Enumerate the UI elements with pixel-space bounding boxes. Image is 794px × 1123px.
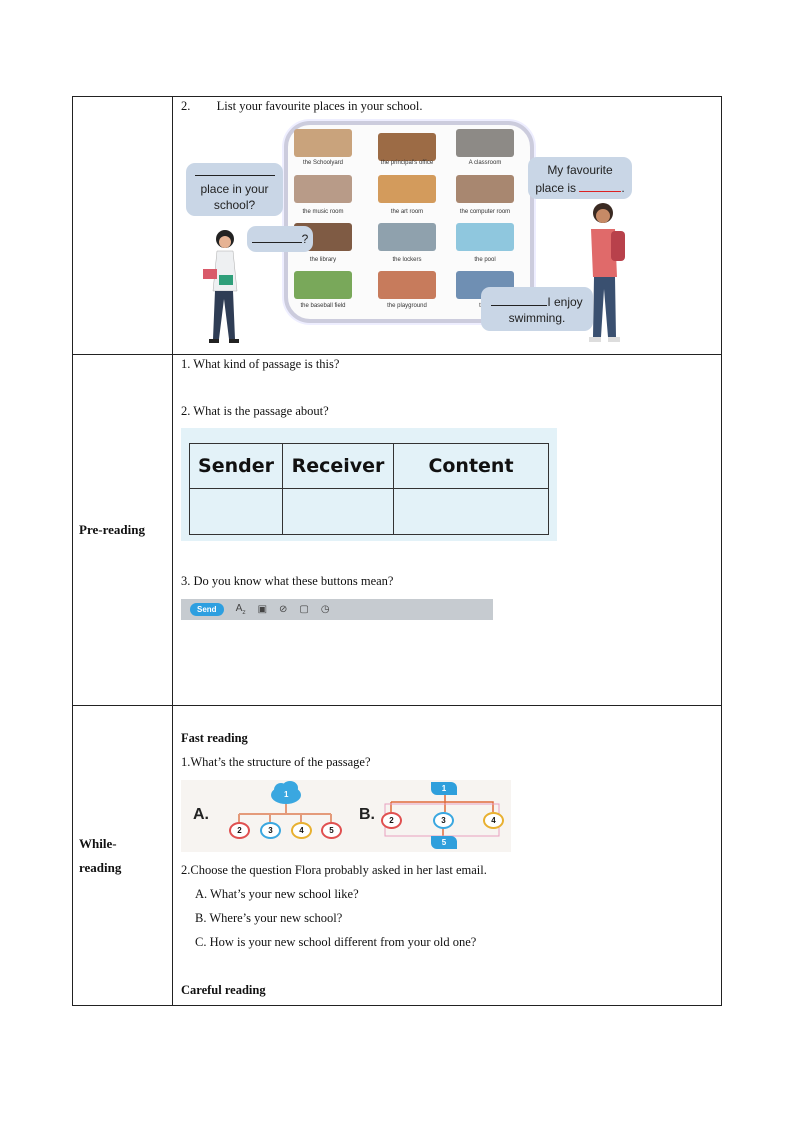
schoolyard-scene [294, 129, 352, 157]
while-reading-content [173, 706, 722, 1006]
place-label: the music room [302, 209, 344, 215]
question-mark: ? [301, 232, 309, 246]
email-toolbar-image [181, 599, 493, 620]
answer-line-2: swimming. [508, 311, 566, 325]
answer-line-1: My favourite [547, 163, 613, 177]
place-label: the library [309, 257, 337, 263]
pre-reading-content [173, 355, 722, 706]
diagram-b-node-5: 5 [431, 836, 457, 849]
cloud-icon [269, 780, 303, 806]
receiver-cell [283, 489, 394, 535]
diagram-connectors [181, 780, 511, 852]
answer-blank [195, 172, 275, 176]
pre-reading-question-3: 3. Do you know what these buttons mean? [181, 574, 394, 588]
place-label: the Schoolyard [302, 160, 344, 166]
row-label-empty [73, 97, 173, 355]
question-bubble-left [186, 163, 283, 216]
diagram-b-node-3: 3 [433, 812, 454, 829]
fast-reading-question-1: 1.What’s the structure of the passage? [181, 755, 371, 769]
clock-icon: ◷ [320, 604, 330, 615]
music-room-scene [294, 175, 352, 203]
content-cell [394, 489, 549, 535]
warmup-content [173, 97, 722, 355]
diagram-a-node-3: 3 [260, 822, 281, 839]
baseball-field-scene [294, 271, 352, 299]
text-format-icon: $A_z$ [235, 603, 246, 616]
question-bubble-small [247, 226, 313, 252]
diagram-a-letter: A. [193, 806, 209, 823]
fast-reading-question-2: 2.Choose the question Flora probably asked in her last email. [181, 863, 487, 877]
place-label: the computer room [459, 209, 511, 215]
student-girl-figure [191, 229, 251, 347]
principals-office-scene [378, 133, 436, 161]
answer-bubble-bottom [481, 287, 593, 331]
lesson-table [72, 96, 722, 1006]
diagram-a-node-5: 5 [321, 822, 342, 839]
art-room-scene [378, 175, 436, 203]
diagram-a-node-1: 1 [284, 790, 289, 799]
diagram-b-node-4: 4 [483, 812, 504, 829]
header-receiver: Receiver [283, 444, 394, 489]
place-label: the art room [390, 209, 424, 215]
row-pre-reading [73, 355, 722, 706]
while-reading-label-line1: While- [79, 835, 117, 851]
diagram-b-node-2: 2 [381, 812, 402, 829]
question-text: place in your school? [200, 182, 269, 212]
sender-cell [190, 489, 283, 535]
option-a: A. What’s your new school like? [195, 887, 359, 901]
instruction-number: 2. [181, 99, 191, 113]
place-label: A classroom [468, 160, 502, 166]
school-places-illustration [181, 119, 635, 348]
option-b: B. Where’s your new school? [195, 911, 343, 925]
answer-bubble-top [528, 157, 632, 199]
send-button: Send [190, 603, 224, 616]
answer-line-1: I enjoy [547, 295, 583, 309]
sender-receiver-table [189, 443, 549, 535]
place-label: the principal's office [380, 160, 434, 166]
answer-period: . [621, 181, 625, 195]
header-sender: Sender [190, 444, 283, 489]
option-c: C. How is your new school different from your old one? [195, 935, 477, 949]
section-label-while-reading [73, 706, 173, 1006]
place-label: the pool [474, 257, 496, 263]
answer-blank-red [579, 179, 621, 192]
instruction-text: List your favourite places in your school. [216, 99, 423, 113]
place-label: the lockers [392, 257, 422, 263]
pre-reading-question-1: 1. What kind of passage is this? [181, 357, 340, 371]
attachment-icon: ⊘ [279, 604, 288, 615]
section-label-pre-reading: Pre-reading [73, 355, 173, 706]
computer-room-scene [456, 175, 514, 203]
place-label: the baseball field [300, 303, 346, 309]
careful-reading-heading: Careful reading [181, 983, 266, 997]
classroom-scene [456, 129, 514, 157]
answer-blank [252, 228, 302, 243]
diagram-a-node-4: 4 [291, 822, 312, 839]
diagram-b-node-1: 1 [431, 782, 457, 795]
document-icon: ▢ [299, 604, 309, 615]
place-label: the playground [387, 303, 427, 309]
while-reading-label-line2: reading [79, 859, 122, 875]
lockers-scene [378, 223, 436, 251]
sender-receiver-table-image [181, 428, 557, 541]
pool-scene [456, 223, 514, 251]
structure-diagram-image [181, 780, 511, 852]
row-while-reading [73, 706, 722, 1006]
image-icon: ▣ [257, 604, 268, 615]
answer-line-2: place is [535, 181, 576, 195]
diagram-a-node-2: 2 [229, 822, 250, 839]
playground-scene [378, 271, 436, 299]
diagram-b-letter: B. [359, 806, 375, 823]
answer-blank [491, 293, 547, 306]
row-warmup [73, 97, 722, 355]
student-boy-figure [581, 201, 635, 347]
pre-reading-question-2: 2. What is the passage about? [181, 404, 329, 418]
header-content: Content [394, 444, 549, 489]
fast-reading-heading: Fast reading [181, 731, 248, 745]
